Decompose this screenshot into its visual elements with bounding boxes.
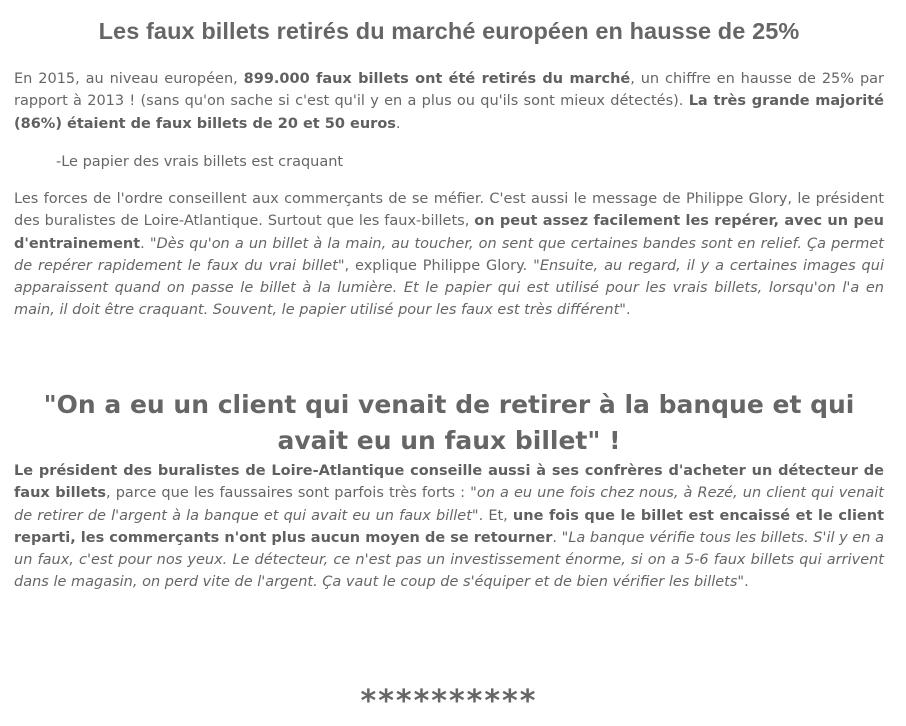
- bold-span: Le président des buralistes de Loire-Atlantique conseille aussi à ses confrères d'acheter un détecteur de faux billets: [14, 463, 884, 502]
- quote-heading: "On a eu un client qui venait de retirer à la banque et qui avait eu un faux billet" !: [43, 390, 855, 455]
- text-span: .: [395, 115, 401, 132]
- quote-span: "on a eu une fois chez nous, à Rezé, un client qui venait de retirer de l'argent à la banque et qui avait eu un faux billet": [14, 485, 884, 524]
- text-span: En 2015, au niveau européen,: [14, 71, 244, 87]
- quote-span: "La banque vérifie tous les billets. S'il y en a un faux, c'est pour nos yeux. Le détecteur, ce n'est pas un investissement énorme, si on a 5-6 faux billets qui arrivent dans le magasin, on perd vite de l'argent. Ça vaut le coup de s'équiper et de bien vérifier les billets": [14, 529, 885, 591]
- quote-span: "Dès qu'on a un billet à la main, au toucher, on sent que certaines bandes sont en relief. Ça permet de repérer rapidement le faux du vrai billet": [14, 235, 884, 274]
- text-span: Les forces de l'ordre conseillent aux commerçants de se méfier. C'est aussi le message de Philippe Glory, le président des buralistes de Loire-Atlantique. Surtout que les faux-billets,: [14, 191, 884, 230]
- subheading-paper: -Le papier des vrais billets est craquant: [56, 154, 344, 170]
- text-span: .: [140, 235, 150, 252]
- bold-span: on peut assez facilement les repérer, avec un peu d'entrainement: [14, 213, 884, 252]
- bold-span: 899.000 faux billets ont été retirés du marché: [243, 71, 631, 87]
- bold-span: La très grande majorité (86%) étaient de faux billets de 20 et 50 euros: [14, 93, 885, 132]
- text-span: , explique Philippe Glory.: [344, 257, 534, 274]
- text-span: .: [552, 529, 562, 546]
- paragraph-advice: [14, 188, 884, 322]
- separator-stars: **********: [360, 684, 538, 719]
- paragraph-detector: [14, 460, 884, 594]
- text-span: .: [744, 574, 749, 591]
- bold-span: une fois que le billet est encaissé et le client reparti, les commerçants n'ont plus aucun moyen de se retourner: [14, 507, 884, 546]
- text-span: , parce que les faussaires sont parfois très forts :: [106, 485, 471, 502]
- text-span: .: [625, 302, 631, 319]
- article-title: Les faux billets retirés du marché européen en hausse de 25%: [98, 18, 800, 44]
- quote-span: "Ensuite, au regard, il y a certaines images qui apparaissent quand on passe le billet à la lumière. Et le papier qui est utilisé pour les vrais billets, lorsqu'on l'a en main, il doit être craquant. Souvent, le papier utilisé pour les faux est très différent": [14, 257, 884, 319]
- paragraph-statistics: [14, 68, 884, 135]
- text-span: . Et,: [478, 507, 513, 524]
- text-span: , un chiffre en hausse de 25% par rapport à 2013 ! (sans qu'on sache si c'est qu'il y en a plus ou qu'ils sont mieux détectés).: [14, 71, 885, 110]
